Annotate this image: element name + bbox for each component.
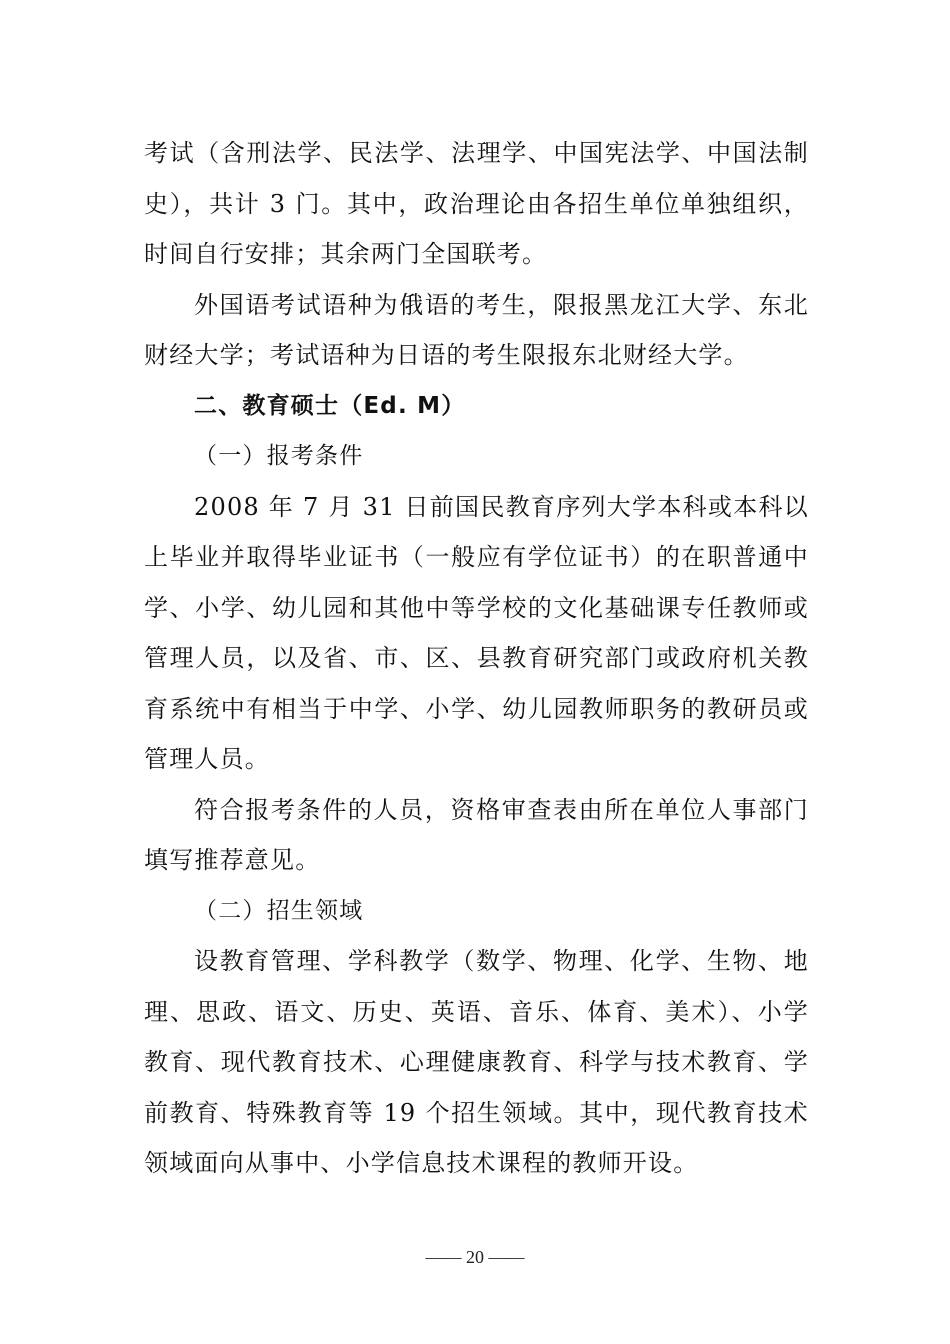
section-heading-education-master: 二、教育硕士（Ed. M） bbox=[194, 392, 466, 419]
subsection-heading-requirements: （一）报考条件 bbox=[194, 443, 364, 469]
subsection-heading-fields: （二）招生领域 bbox=[194, 897, 364, 924]
paragraph-fields: 设教育管理、学科教学（数学、物理、化学、生物、地理、思政、语文、历史、英语、音乐、体育、美术）、小学教育、现代教育技术、心理健康教育、科学与技术教育、学前教育、特殊教育等 19 个招生领域。其中，现代教育技术领域面向从事中、小学信息技术课程的教师开设。 bbox=[144, 947, 809, 1177]
paragraph-requirements: 2008 年 7 月 31 日前国民教育序列大学本科或本科以上毕业并取得毕业证书（一般应有学位证书）的在职普通中学、小学、幼儿园和其他中等学校的文化基础课专任教师或管理人员，以及省、市、区、县教育研究部门或政府机关教育系统中有相当于中学、小学、幼儿园教师职务的教研员或管理人员。 bbox=[144, 492, 809, 773]
document-body bbox=[144, 128, 809, 1189]
paragraph-exam-subjects: 考试（含刑法学、民法学、法理学、中国宪法学、中国法制史），共计 3 门。其中，政治理论由各招生单位单独组织，时间自行安排；其余两门全国联考。 bbox=[144, 139, 809, 268]
paragraph-qualification-review: 符合报考条件的人员，资格审查表由所在单位人事部门填写推荐意见。 bbox=[144, 795, 809, 874]
paragraph-foreign-language: 外国语考试语种为俄语的考生，限报黑龙江大学、东北财经大学；考试语种为日语的考生限报东北财经大学。 bbox=[144, 290, 809, 369]
page-number: —— 20 —— bbox=[425, 1247, 525, 1267]
